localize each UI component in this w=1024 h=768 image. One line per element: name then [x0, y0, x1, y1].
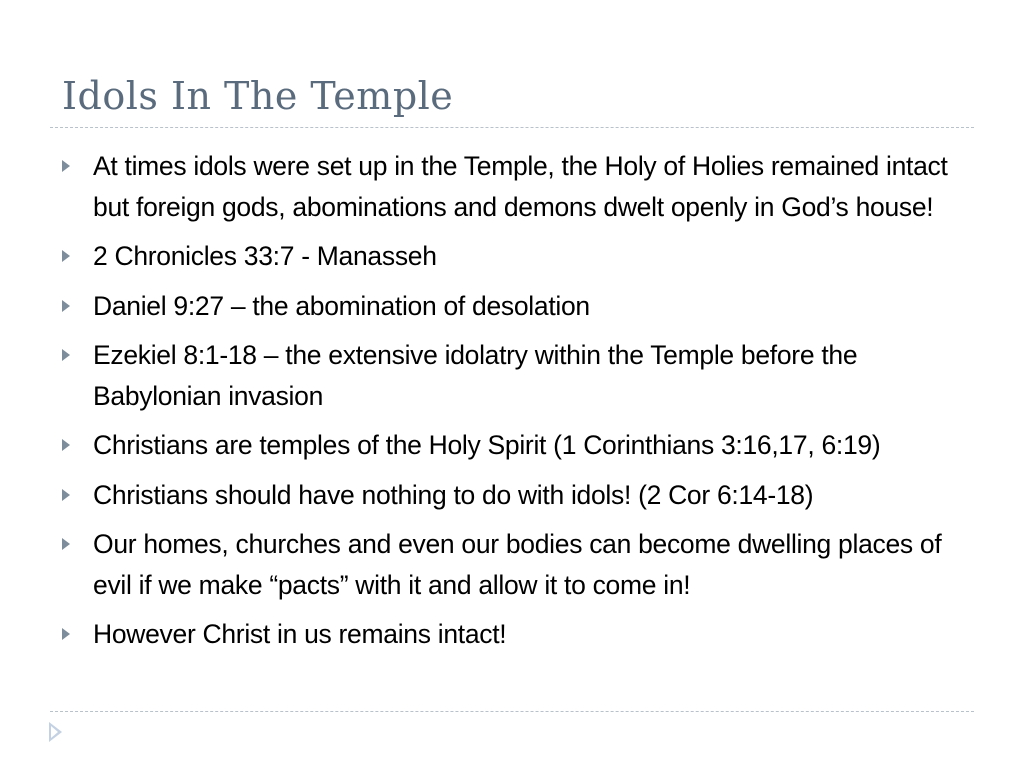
- triangle-bullet-icon: [62, 439, 70, 451]
- triangle-bullet-icon: [62, 300, 70, 312]
- bullet-item: [62, 286, 972, 327]
- bullet-text: At times idols were set up in the Temple, the Holy of Holies remained intact but foreign gods, abominations and demons dwelt openly in God’s house!: [93, 151, 948, 222]
- bullet-text: Daniel 9:27 – the abomination of desolation: [93, 290, 590, 321]
- bullet-text: 2 Chronicles 33:7 - Manasseh: [93, 241, 437, 271]
- bullet-item: [62, 236, 972, 277]
- bullet-list: [62, 146, 972, 664]
- triangle-bullet-icon: [62, 538, 70, 550]
- bullet-item: [62, 425, 972, 466]
- title-divider: [50, 127, 974, 128]
- next-slide-arrow-icon[interactable]: [49, 722, 62, 742]
- triangle-bullet-icon: [62, 489, 70, 501]
- bullet-item: [62, 524, 972, 605]
- bullet-text: Ezekiel 8:1-18 – the extensive idolatry within the Temple before the Babylonian invasion: [93, 340, 858, 411]
- triangle-bullet-icon: [62, 628, 70, 640]
- triangle-bullet-icon: [62, 349, 70, 361]
- triangle-bullet-icon: [62, 250, 70, 262]
- triangle-bullet-icon: [62, 160, 70, 172]
- footer-divider: [50, 711, 974, 712]
- bullet-item: [62, 335, 972, 416]
- bullet-text: Christians are temples of the Holy Spirit (1 Corinthians 3:16,17, 6:19): [93, 430, 881, 460]
- bullet-text: Christians should have nothing to do with idols! (2 Cor 6:14-18): [93, 479, 814, 510]
- bullet-item: [62, 614, 972, 655]
- bullet-item: [62, 146, 972, 227]
- bullet-text: However Christ in us remains intact!: [93, 619, 507, 649]
- slide-title: Idols In The Temple: [62, 74, 454, 118]
- bullet-item: [62, 475, 972, 516]
- bullet-text: Our homes, churches and even our bodies can become dwelling places of evil if we make “pacts” with it and allow it to come in!: [93, 529, 942, 600]
